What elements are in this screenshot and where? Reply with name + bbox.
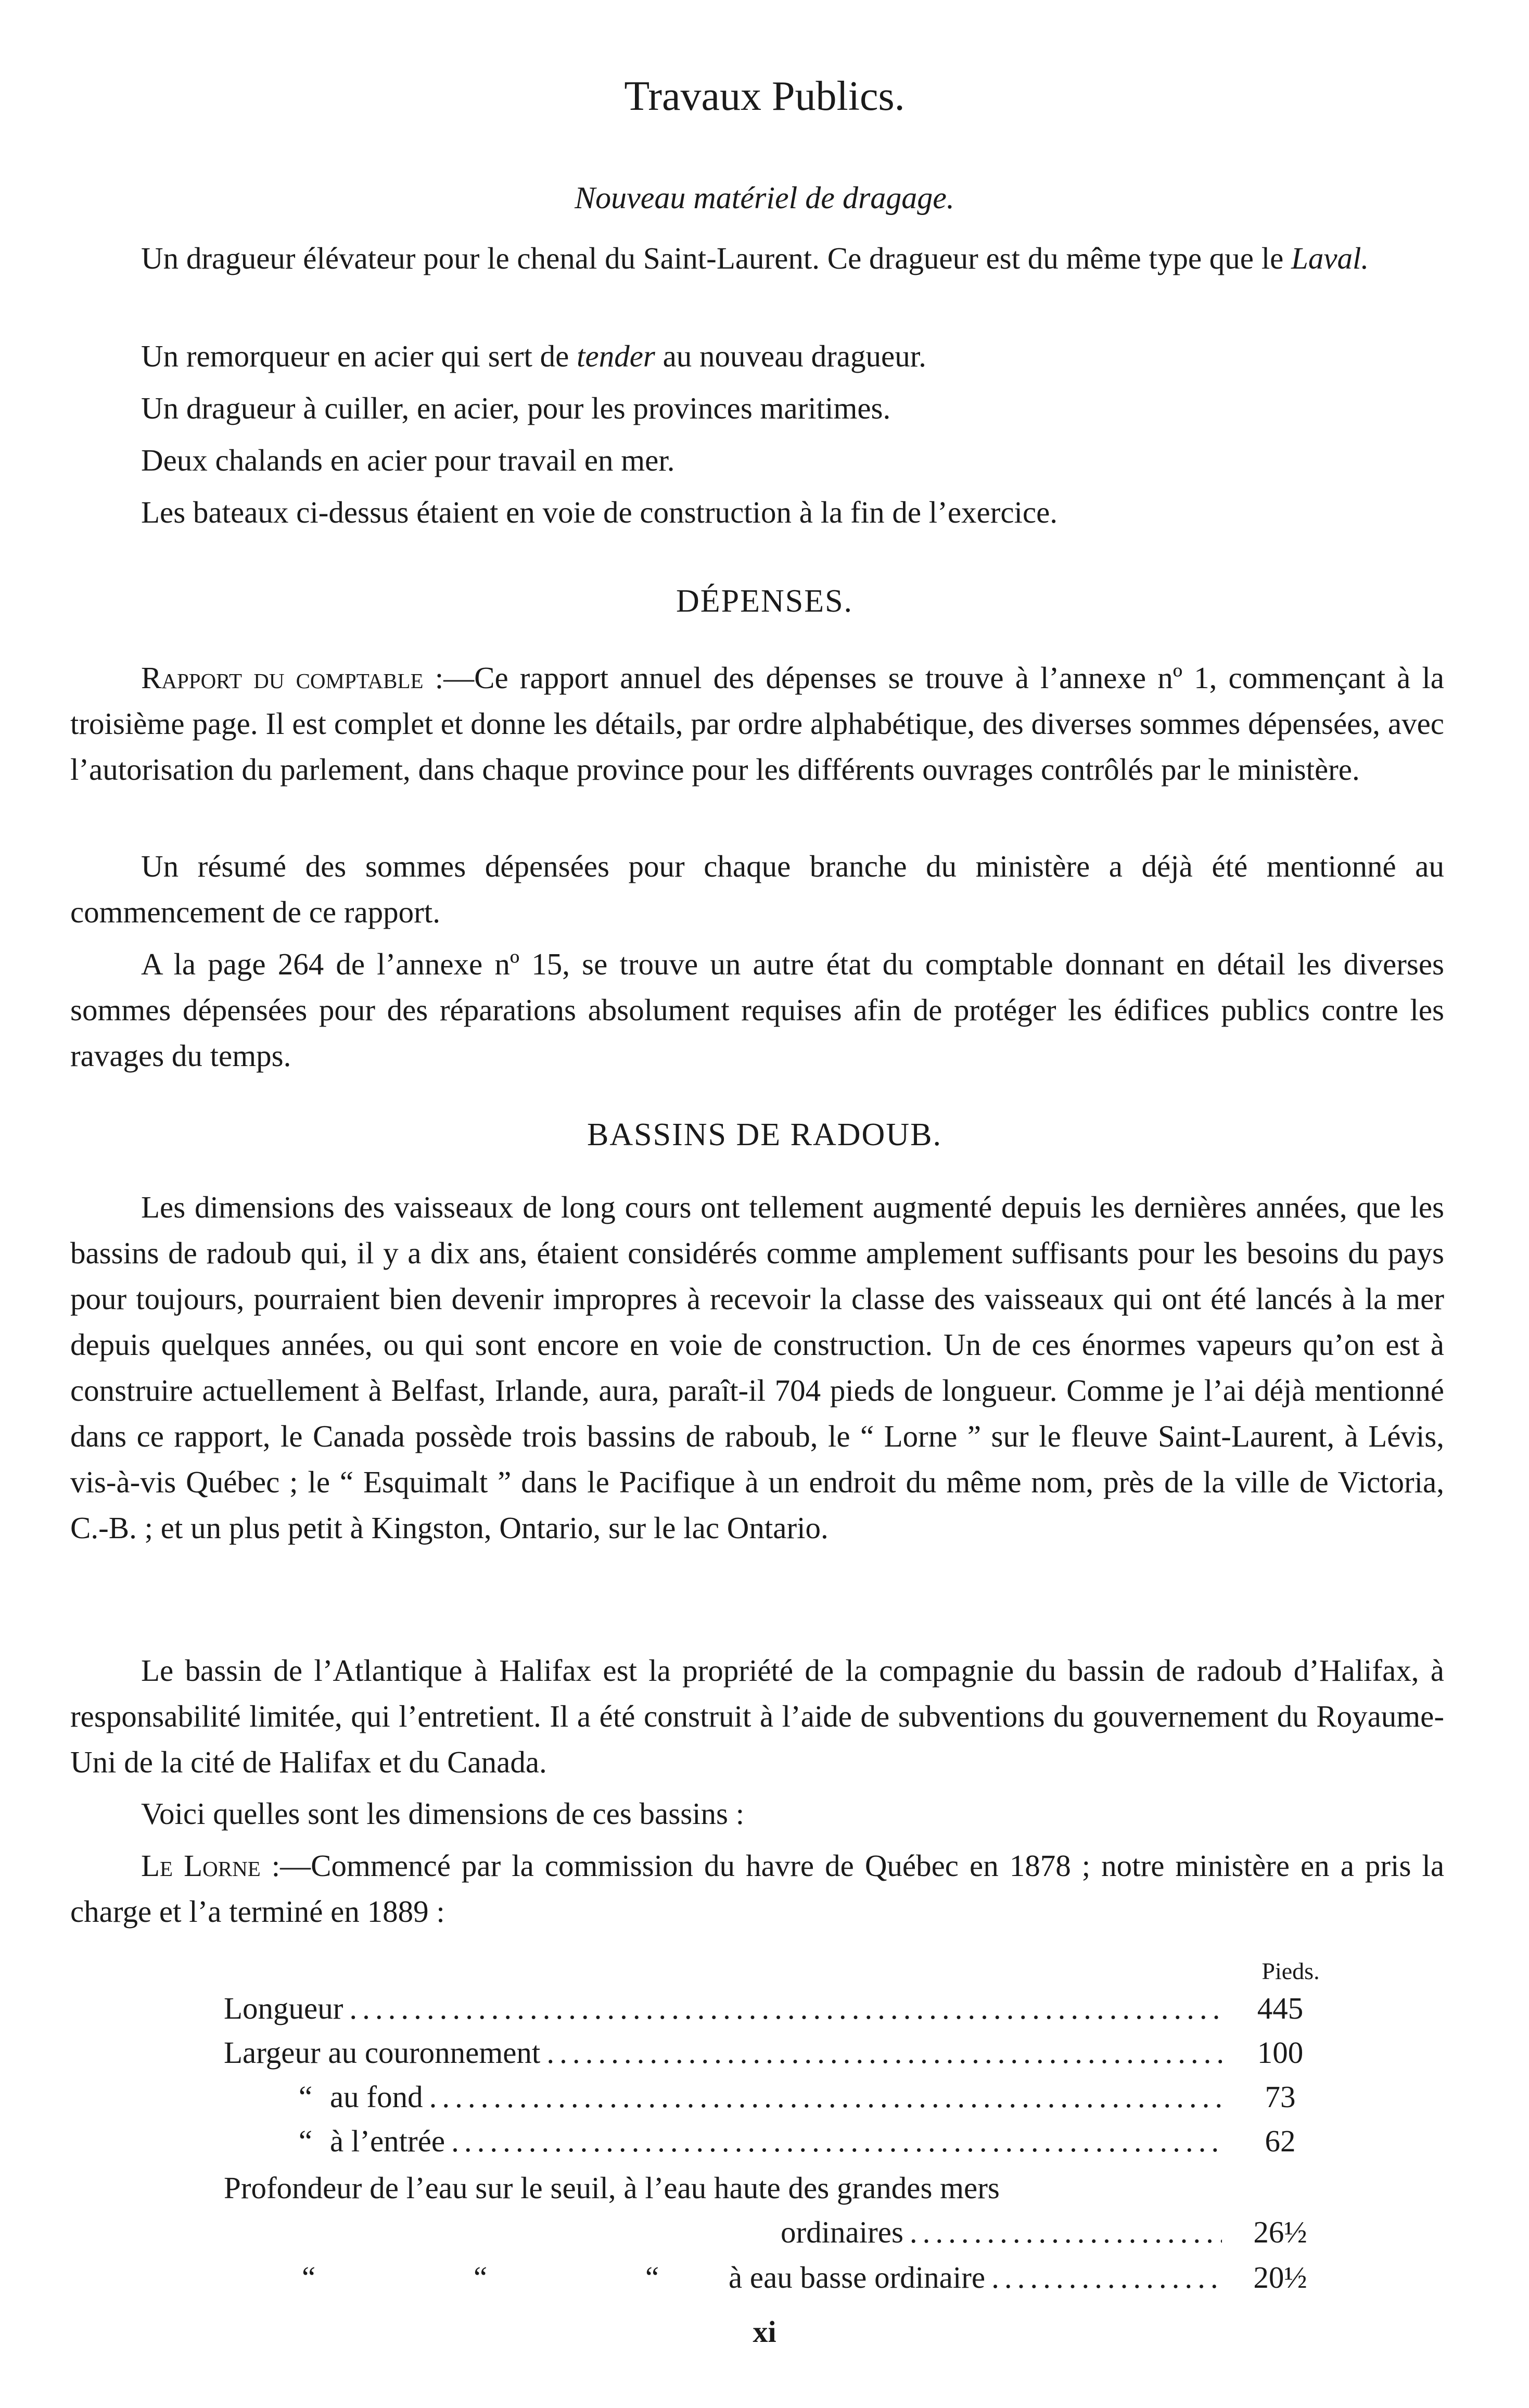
paragraph-accountant-report: Rapport du comptable :—Ce rapport annuel des dépenses se trouve à l’annexe nº 1, commençant à la troisième page. Il est complet et donne les détails, par ordre alphabétique, des diverses sommes dépensées, avec l’autorisation du parlement, dans chaque province pour les différents ouvrages contrôlés par le ministère. bbox=[70, 661, 1444, 787]
ditto-mark: “ bbox=[474, 2260, 488, 2295]
term-tender: tender bbox=[577, 339, 655, 373]
section-subtitle-dredging: Nouveau matériel de dragage. bbox=[575, 181, 954, 215]
paragraph-dimensions-intro: Voici quelles sont les dimensions de ces bassins : bbox=[141, 1796, 745, 1831]
leader-dots bbox=[349, 1986, 1222, 2031]
paragraph-tug: Un remorqueur en acier qui sert de tender au nouveau dragueur. bbox=[141, 339, 926, 373]
dimension-row: “ au fond ..... 73 bbox=[224, 2074, 1332, 2119]
leader-dots bbox=[910, 2210, 1222, 2254]
dimension-row: “ “ “ à eau basse ordinaire ..... 20½ bbox=[302, 2255, 1332, 2300]
dimension-value: 445 bbox=[1257, 1991, 1304, 2025]
section-heading-expenses: DÉPENSES. bbox=[676, 584, 853, 619]
vessel-name-laval: Laval. bbox=[1291, 241, 1369, 275]
paragraph-dredger-elevator: Un dragueur élévateur pour le chenal du Saint-Laurent. Ce dragueur est du même type que le Laval. bbox=[141, 241, 1369, 275]
ditto-mark: “ bbox=[302, 2260, 316, 2295]
section-heading-dry-docks: BASSINS DE RADOUB. bbox=[587, 1117, 942, 1152]
depth-label-line: Profondeur de l’eau sur le seuil, à l’eau haute des grandes mers bbox=[224, 2171, 1000, 2205]
dimension-value: 73 bbox=[1265, 2080, 1296, 2114]
page-title: Travaux Publics. bbox=[624, 73, 905, 119]
paragraph-vessel-dimensions: Les dimensions des vaisseaux de long cours ont tellement augmenté depuis les dernières années, que les bassins de radoub qui, il y a dix ans, étaient considérés comme amplement suffisants pour les besoins du pays pour toujours, pourraient bien devenir impropres à recevoir la classe des vaisseaux qui ont été lancés à la mer depuis quelques années, ou qui sont encore en voie de construction. Un de ces énormes vapeurs qu’on est à construire actuellement à Belfast, Irlande, aura, paraît-il 704 pieds de longueur. Comme je l’ai déjà mentionné dans ce rapport, le Canada possède trois bassins de raboub, le “ Lorne ” sur le fleuve Saint-Laurent, à Lévis, vis-à-vis Québec ; le “ Esquimalt ” dans le Pacifique à un endroit du même nom, près de la ville de Victoria, C.-B. ; et un plus petit à Kingston, Ontario, sur le lac Ontario. bbox=[70, 1190, 1444, 1545]
ditto-mark: “ bbox=[645, 2260, 659, 2295]
dimension-row: Longueur ..... 445 bbox=[224, 1986, 1332, 2031]
ditto-mark: “ bbox=[298, 2124, 312, 2158]
paragraph-lorne: Le Lorne :—Commencé par la commission du havre de Québec en 1878 ; notre ministère en a pris la charge et l’a terminé en 1889 : bbox=[70, 1848, 1445, 1929]
dimension-value: 26½ bbox=[1253, 2215, 1307, 2249]
dimension-value: 62 bbox=[1265, 2124, 1296, 2158]
ditto-mark: “ bbox=[298, 2080, 312, 2114]
page-number: xi bbox=[753, 2315, 776, 2349]
leader-dots bbox=[429, 2074, 1222, 2119]
dimension-row: Largeur au couronnement ..... 100 bbox=[224, 2030, 1332, 2075]
paragraph-summary: Un résumé des sommes dépensées pour chaque branche du ministère a déjà été mentionné au commencement de ce rapport. bbox=[70, 849, 1444, 929]
dimension-row: ordinaires ..... 26½ bbox=[781, 2210, 1332, 2254]
paragraph-annex-15: A la page 264 de l’annexe nº 15, se trouve un autre état du comptable donnant en détail les diverses sommes dépensées pour des réparations absolument requises afin de protéger les édifices publics contre les ravages du temps. bbox=[70, 947, 1444, 1073]
lead-in-lorne: Le Lorne bbox=[141, 1848, 261, 1883]
dimension-row: “ à l’entrée ..... 62 bbox=[224, 2119, 1332, 2163]
paragraph-construction-status: Les bateaux ci-dessus étaient en voie de construction à la fin de l’exercice. bbox=[141, 495, 1058, 529]
leader-dots bbox=[991, 2255, 1222, 2300]
paragraph-halifax-dock: Le bassin de l’Atlantique à Halifax est la propriété de la compagnie du bassin de radoub d’Halifax, à responsabilité limitée, qui l’entretient. Il a été construit à l’aide de subventions du gouvernement du Royaume-Uni de la cité de Halifax et du Canada. bbox=[70, 1653, 1444, 1779]
dimension-value: 20½ bbox=[1253, 2260, 1307, 2295]
dimension-value: 100 bbox=[1257, 2035, 1304, 2070]
paragraph-barges: Deux chalands en acier pour travail en mer. bbox=[141, 443, 675, 477]
leader-dots bbox=[451, 2119, 1222, 2163]
leader-dots bbox=[546, 2030, 1222, 2075]
paragraph-spoon-dredger: Un dragueur à cuiller, en acier, pour les provinces maritimes. bbox=[141, 391, 891, 425]
units-header: Pieds. bbox=[1262, 1958, 1320, 1984]
lead-in-accountant: Rapport du comptable bbox=[141, 661, 424, 695]
